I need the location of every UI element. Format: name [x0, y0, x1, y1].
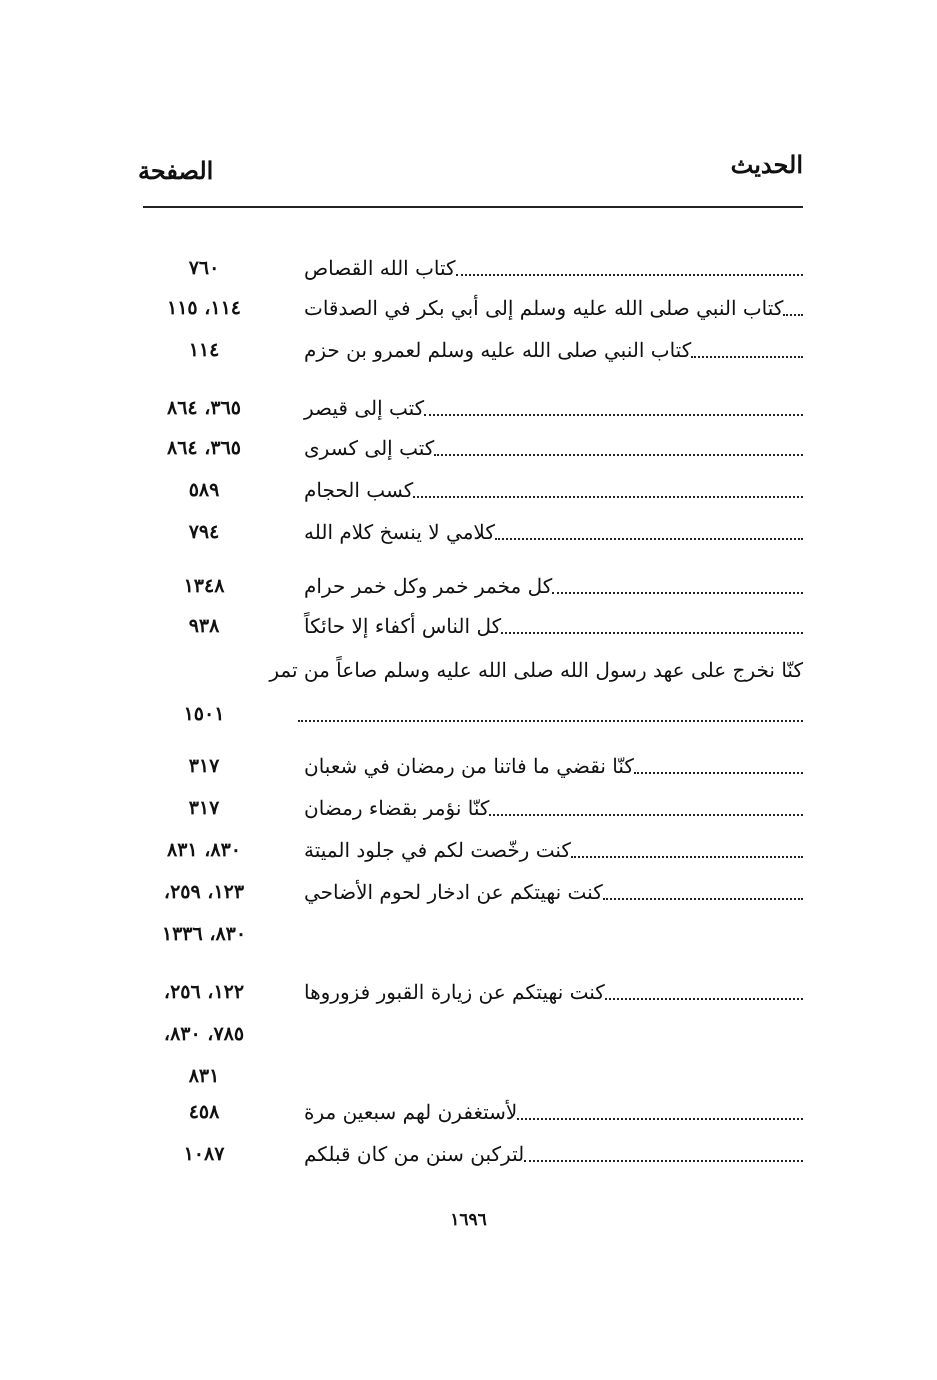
- index-entry-continuation: [0, 694, 937, 734]
- dot-leader: [571, 856, 803, 858]
- entry-pages: ٨٣١: [188, 1065, 220, 1087]
- entry-hadith: كل الناس أكفاء إلا حائكاً: [298, 616, 501, 636]
- dot-leader: [456, 274, 803, 276]
- index-entry: [0, 830, 937, 870]
- dot-leader: [495, 538, 803, 540]
- entry-pages: ٥٨٩: [188, 479, 220, 501]
- entry-hadith: كنت نهيتكم عن ادخار لحوم الأضاحي: [298, 882, 603, 902]
- entry-pages: ١٢٣، ٢٥٩،: [163, 881, 245, 903]
- entry-hadith: لتركبن سنن من كان قبلكم: [298, 1144, 524, 1164]
- entry-pages: ٧٩٤: [188, 521, 220, 543]
- dot-leader: [634, 772, 803, 774]
- index-entry: [0, 1134, 937, 1174]
- index-entry: [0, 650, 937, 690]
- index-entry: [0, 566, 937, 606]
- dot-leader: [605, 998, 803, 1000]
- index-entry: [0, 872, 937, 912]
- dot-leader: [517, 1118, 803, 1120]
- entry-hadith: كنّا نؤمر بقضاء رمضان: [298, 798, 489, 818]
- index-entry: [0, 288, 937, 328]
- entry-pages: ٩٣٨: [188, 615, 220, 637]
- entry-hadith: كتب إلى كسرى: [298, 438, 434, 458]
- entry-hadith: كنت رخّصت لكم في جلود الميتة: [298, 840, 571, 860]
- entry-pages: ٨٣٠، ١٣٣٦: [161, 923, 247, 945]
- index-entry: [0, 428, 937, 468]
- index-entry: [0, 330, 937, 370]
- index-entry: [0, 1092, 937, 1132]
- page-number: ١٦٩٦: [450, 1210, 487, 1230]
- entry-pages: ٣١٧: [188, 797, 220, 819]
- header-divider: [143, 206, 803, 208]
- dot-leader: [489, 814, 803, 816]
- entry-hadith: كتاب النبي صلى الله عليه وسلم إلى أبي بكر في الصدقات: [298, 298, 783, 318]
- column-header-page: الصفحة: [138, 156, 214, 185]
- dot-leader: [783, 314, 803, 316]
- index-entry: [0, 470, 937, 510]
- entry-hadith: كل مخمر خمر وكل خمر حرام: [298, 576, 552, 596]
- index-entry: [0, 606, 937, 646]
- entry-hadith: كسب الحجام: [298, 480, 413, 500]
- entry-pages: ٧٦٠: [188, 257, 220, 279]
- index-entry-continuation: [0, 1056, 937, 1096]
- index-entry: [0, 788, 937, 828]
- dot-leader: [434, 454, 803, 456]
- index-entry: [0, 248, 937, 288]
- dot-leader: [603, 898, 803, 900]
- entry-hadith: لأستغفرن لهم سبعين مرة: [298, 1102, 517, 1122]
- dot-leader: [524, 1160, 803, 1162]
- entry-hadith: كتاب النبي صلى الله عليه وسلم لعمرو بن حزم: [298, 340, 691, 360]
- index-entry: [0, 746, 937, 786]
- entry-pages: ١١٤، ١١٥: [167, 297, 241, 319]
- dot-leader: [552, 592, 803, 594]
- entry-hadith: كنّا نقضي ما فاتنا من رمضان في شعبان: [298, 756, 634, 776]
- entry-pages: ٣٦٥، ٨٦٤: [167, 437, 241, 459]
- entry-hadith: كلامي لا ينسخ كلام الله: [298, 522, 495, 542]
- index-entry: [0, 388, 937, 428]
- dot-leader: [413, 496, 803, 498]
- dot-leader: [501, 632, 803, 634]
- index-entry-continuation: [0, 1014, 937, 1054]
- column-header-hadith: الحديث: [730, 150, 803, 179]
- entry-pages: ١٢٢، ٢٥٦،: [163, 981, 245, 1003]
- entry-hadith: كتاب الله القصاص: [298, 258, 456, 278]
- entry-pages: ٣٦٥، ٨٦٤: [167, 397, 241, 419]
- dot-leader: [424, 414, 803, 416]
- entry-pages: ٧٨٥، ٨٣٠،: [163, 1023, 245, 1045]
- entry-hadith: كنت نهيتكم عن زيارة القبور فزوروها: [298, 982, 605, 1002]
- index-entry: [0, 512, 937, 552]
- entry-pages: ١٣٤٨: [183, 575, 225, 597]
- entry-pages: ٤٥٨: [188, 1101, 220, 1123]
- dot-leader: [298, 720, 803, 722]
- entry-hadith: كتب إلى قيصر: [298, 398, 424, 418]
- entry-pages: ٣١٧: [188, 755, 220, 777]
- entry-pages: ١١٤: [188, 339, 220, 361]
- entry-hadith: كنّا نخرج على عهد رسول الله صلى الله عليه وسلم صاعاً من تمر: [269, 658, 803, 682]
- entry-pages: ١٥٠١: [183, 703, 225, 725]
- index-entry: [0, 972, 937, 1012]
- dot-leader: [691, 356, 803, 358]
- entry-pages: ٨٣٠، ٨٣١: [167, 839, 241, 861]
- entry-pages: ١٠٨٧: [183, 1143, 225, 1165]
- index-entry-continuation: [0, 914, 937, 954]
